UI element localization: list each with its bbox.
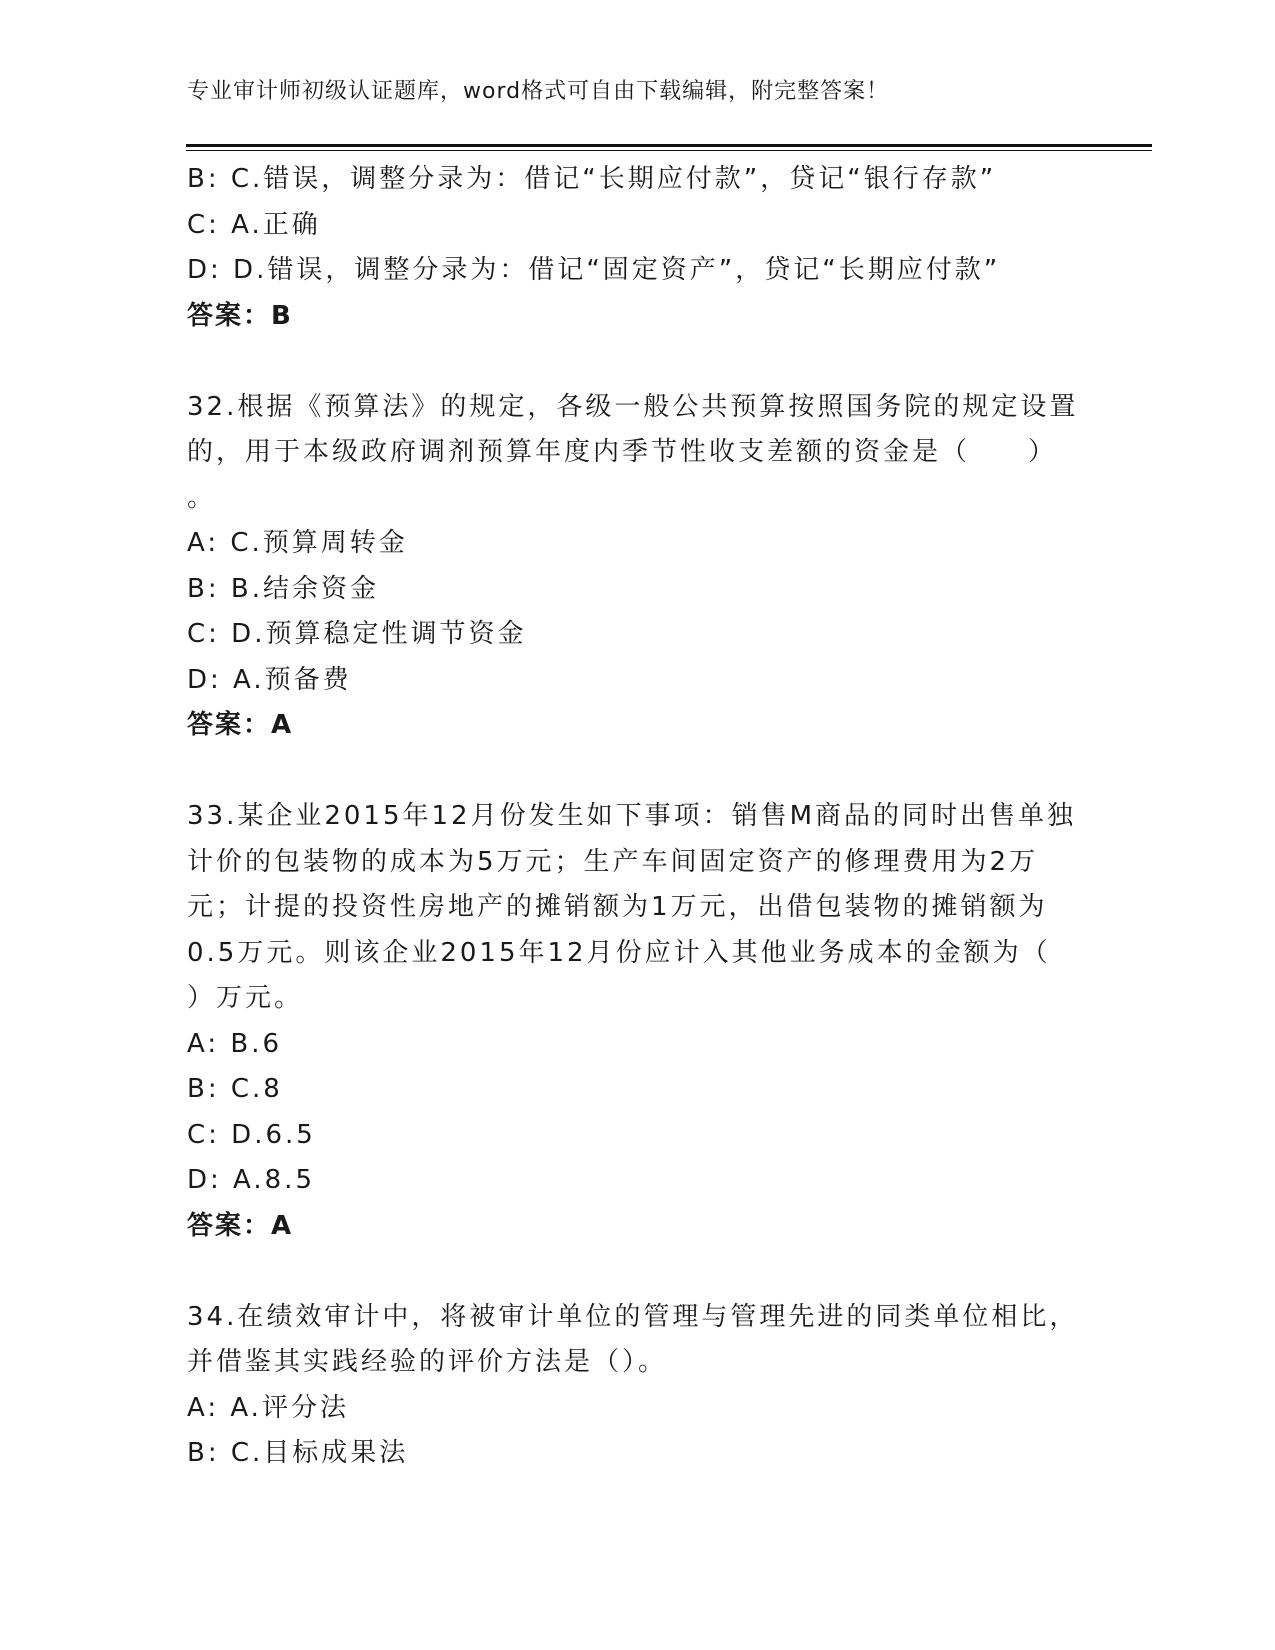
question-stem-line: 。 [187,482,217,513]
option-c: C: A.正确 [187,209,321,240]
question-31-continued [187,157,1087,339]
spacer [187,749,1087,795]
question-32 [187,385,1087,749]
option-d: D: A.8.5 [187,1165,315,1195]
option-a: A: C.预算周转金 [187,528,408,558]
question-stem-line: 的，用于本级政府调剂预算年度内季节性收支差额的资金是（ ） [187,437,1058,467]
document-body [187,157,1087,1477]
question-stem-line: 34.在绩效审计中，将被审计单位的管理与管理先进的同类单位相比， [187,1301,1079,1332]
question-stem-line: 元；计提的投资性房地产的摊销额为1万元，出借包装物的摊销额为 [187,892,1048,922]
header-rule-thin [186,150,1152,151]
question-stem-line: 32.根据《预算法》的规定，各级一般公共预算按照国务院的规定设置 [187,391,1079,422]
answer-line: 答案：A [187,710,294,740]
question-stem-line: 计价的包装物的成本为5万元；生产车间固定资产的修理费用为2万 [187,846,1039,877]
option-d: D: D.错误，调整分录为：借记“固定资产”，贷记“长期应付款” [187,255,1001,285]
option-c: C: D.6.5 [187,1119,316,1150]
option-b: B: C.错误，调整分录为：借记“长期应付款”，贷记“银行存款” [187,164,997,194]
option-b: B: B.结余资金 [187,573,379,604]
spacer [187,1249,1087,1295]
option-a: A: B.6 [187,1028,282,1059]
answer-line: 答案：B [187,300,293,331]
option-d: D: A.预备费 [187,664,352,695]
option-c: C: D.预算稳定性调节资金 [187,619,527,649]
question-34 [187,1295,1087,1477]
question-stem-line: 并借鉴其实践经验的评价方法是（）。 [187,1347,668,1377]
header-rule-thick [186,144,1152,147]
option-b: B: C.目标成果法 [187,1438,409,1468]
spacer [187,339,1087,385]
option-a: A: A.评分法 [187,1392,349,1423]
question-stem-line: 0.5万元。则该企业2015年12月份应计入其他业务成本的金额为（ [187,937,1051,968]
question-stem-line: 33.某企业2015年12月份发生如下事项：销售M商品的同时出售单独 [187,801,1077,831]
question-stem-line: ）万元。 [187,983,304,1013]
page-header: 专业审计师初级认证题库，word格式可自由下载编辑，附完整答案！ [187,79,890,104]
answer-line: 答案：A [187,1210,294,1241]
option-b: B: C.8 [187,1074,283,1104]
question-33 [187,794,1087,1249]
